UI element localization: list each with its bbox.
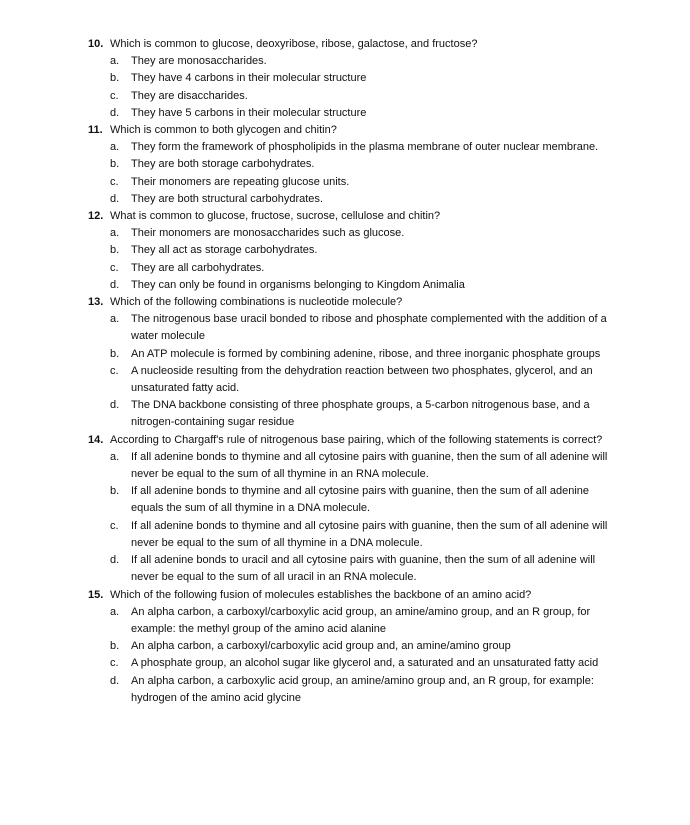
- option-text: An alpha carbon, a carboxylic acid group, an amine/amino group and, an R group, for example: hydrogen of the amino acid glycine: [131, 674, 594, 704]
- option-letter: d.: [110, 554, 120, 567]
- option-letter: d.: [110, 399, 120, 412]
- option-text: A nucleoside resulting from the dehydration reaction between two phosphates, glycerol, and an unsaturated fatty acid.: [131, 364, 593, 395]
- option-letter: a.: [110, 450, 120, 463]
- question-text: Which of the following fusion of molecules establishes the backbone of an amino acid?: [110, 588, 532, 601]
- option-letter: d.: [110, 278, 120, 291]
- answer-option: [110, 174, 620, 191]
- option-text: They are both structural carbohydrates.: [131, 192, 323, 205]
- option-text: They all act as storage carbohydrates.: [131, 244, 318, 257]
- option-letter: c.: [110, 364, 119, 377]
- option-letter: c.: [110, 89, 119, 102]
- option-text: An alpha carbon, a carboxyl/carboxylic acid group and, an amine/amino group: [131, 640, 511, 653]
- answer-option: [110, 449, 620, 483]
- option-letter: a.: [110, 141, 120, 154]
- answer-option: [110, 363, 620, 397]
- option-letter: c.: [110, 261, 119, 274]
- question-number: 15.: [88, 588, 104, 601]
- question-14: [0, 432, 620, 587]
- answer-option: [110, 655, 620, 672]
- answer-option: [110, 260, 620, 277]
- answer-option: [110, 518, 620, 552]
- answer-option: [110, 70, 620, 87]
- question-10: [0, 36, 620, 122]
- option-letter: a.: [110, 605, 120, 618]
- option-letter: a.: [110, 227, 120, 240]
- option-text: Their monomers are repeating glucose units.: [131, 175, 350, 188]
- question-text: Which is common to both glycogen and chitin?: [110, 124, 337, 137]
- option-text: They form the framework of phospholipids in the plasma membrane of outer nuclear membrane.: [131, 141, 599, 154]
- option-letter: b.: [110, 640, 120, 653]
- question-13: [0, 294, 620, 432]
- option-letter: c.: [110, 175, 119, 188]
- option-text: An alpha carbon, a carboxyl/carboxylic acid group, an amine/amino group, and an R group, for example: the methyl group of the amino acid alanine: [131, 605, 591, 635]
- question-number: 11.: [88, 124, 103, 137]
- option-letter: d.: [110, 192, 120, 205]
- option-letter: d.: [110, 674, 120, 687]
- option-text: If all adenine bonds to thymine and all cytosine pairs with guanine, then the sum of all adenine will never be equal to the sum of all thymine in a DNA molecule.: [131, 519, 608, 549]
- answer-option: [110, 105, 620, 122]
- option-letter: c.: [110, 519, 119, 532]
- answer-option: [110, 53, 620, 70]
- answer-option: [110, 638, 620, 655]
- option-text: A phosphate group, an alcohol sugar like glycerol and, a saturated and an unsaturated fatty acid: [131, 657, 599, 670]
- option-text: If all adenine bonds to thymine and all cytosine pairs with guanine, then the sum of all adenine equals the sum of all thymine in a DNA molecule.: [131, 485, 590, 515]
- option-text: They have 4 carbons in their molecular structure: [131, 72, 367, 85]
- option-letter: b.: [110, 485, 120, 498]
- option-text: If all adenine bonds to thymine and all cytosine pairs with guanine, then the sum of all adenine will never be equal to the sum of all thymine in an RNA molecule.: [131, 450, 608, 481]
- question-document: [0, 36, 690, 707]
- option-letter: d.: [110, 106, 120, 119]
- option-text: Their monomers are monosaccharides such as glucose.: [131, 227, 405, 240]
- option-letter: b.: [110, 158, 120, 171]
- answer-option: [110, 225, 620, 242]
- answer-option: [110, 156, 620, 173]
- answer-option: [110, 88, 620, 105]
- answer-option: [110, 139, 620, 156]
- option-text: The nitrogenous base uracil bonded to ribose and phosphate complemented with the addition of a water molecule: [131, 313, 607, 343]
- option-text: If all adenine bonds to uracil and all cytosine pairs with guanine, then the sum of all adenine will never be equal to the sum of all uracil in an RNA molecule.: [131, 554, 596, 584]
- answer-option: [110, 483, 620, 517]
- question-11: [0, 122, 620, 208]
- question-text: Which is common to glucose, deoxyribose, ribose, galactose, and fructose?: [110, 38, 478, 50]
- question-text: What is common to glucose, fructose, sucrose, cellulose and chitin?: [110, 210, 441, 223]
- question-number: 10.: [88, 38, 104, 50]
- option-text: They are both storage carbohydrates.: [131, 158, 315, 171]
- answer-option: [110, 242, 620, 259]
- option-text: They are monosaccharides.: [131, 55, 267, 68]
- option-text: They can only be found in organisms belonging to Kingdom Animalia: [131, 278, 465, 291]
- question-text: According to Chargaff's rule of nitrogenous base pairing, which of the following statements is correct?: [110, 433, 603, 446]
- option-text: They are all carbohydrates.: [131, 261, 265, 274]
- option-letter: b.: [110, 347, 120, 360]
- question-text: Which of the following combinations is nucleotide molecule?: [110, 296, 403, 309]
- option-text: They are disaccharides.: [131, 89, 248, 102]
- answer-option: [110, 346, 620, 363]
- option-letter: a.: [110, 313, 120, 326]
- answer-option: [110, 277, 620, 294]
- answer-option: [110, 191, 620, 208]
- option-letter: c.: [110, 657, 119, 670]
- option-text: An ATP molecule is formed by combining adenine, ribose, and three inorganic phosphate groups: [131, 347, 601, 360]
- option-text: The DNA backbone consisting of three phosphate groups, a 5-carbon nitrogenous base, and a nitrogen-containing sugar residue: [131, 399, 590, 429]
- option-letter: b.: [110, 72, 120, 85]
- question-15: [0, 587, 620, 707]
- answer-option: [110, 397, 620, 431]
- option-letter: a.: [110, 55, 120, 68]
- answer-option: [110, 552, 620, 586]
- answer-option: [110, 604, 620, 638]
- answer-option: [110, 311, 620, 345]
- option-letter: b.: [110, 244, 120, 257]
- question-number: 14.: [88, 433, 104, 446]
- question-12: [0, 208, 620, 294]
- question-number: 12.: [88, 210, 104, 223]
- option-text: They have 5 carbons in their molecular structure: [131, 106, 367, 119]
- answer-option: [110, 673, 620, 707]
- question-number: 13.: [88, 296, 104, 309]
